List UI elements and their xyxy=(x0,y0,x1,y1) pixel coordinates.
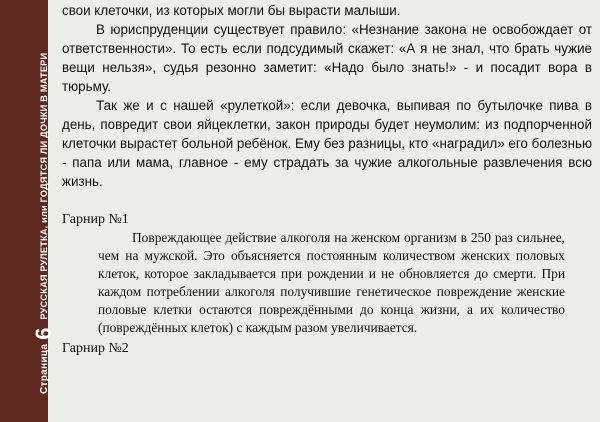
garnish-1-label: Гарнир №1 xyxy=(62,212,129,227)
page-label: Страница xyxy=(38,343,50,394)
main-text xyxy=(62,1,592,191)
book-title: РУССКАЯ РУЛЕТКА, или ГОДЯТСЯ ЛИ ДОЧКИ В МАТЕРИ xyxy=(39,52,49,320)
text-line-continuation: свои клеточки, из которых могли бы вырасти малыши. xyxy=(62,3,401,18)
paragraph-law: В юриспруденции существует правило: «Незнание закона не освобождает от ответственности». То есть если подсудимый скажет: «А я не знал, что брать чужие вещи нельзя», судья резонно заметит: «Надо было знать!» - и посадит вора в тюрьму. xyxy=(62,22,592,94)
paragraph-roulette: Так же и с нашей «рулеткой»: если девочка, выпивая по бутылочке пива в день, повредит свои яйцеклетки, закон природы будет неумолим: из подпорченной клеточки вырастет больной ребёнок. Ему без разницы, кто «наградил» его болезнью - папа или мама, главное - ему страдать за чужие алкогольные развлечения всю жизнь. xyxy=(62,98,592,189)
garnish-2-label: Гарнир №2 xyxy=(62,341,129,356)
page-number: 6 xyxy=(31,327,56,340)
sidebar-vertical-text xyxy=(24,0,64,394)
garnish-1-text: Повреждающее действие алкоголя на женском организм в 250 раз сильнее, чем на мужской. Это объясняется постоянным количеством женских половых клеток, которое закладывается при рождении и не обновляется до смерти. При каждом потреблении алкоголя получившие генетическое повреждение женские половые клетки остаются повреждёнными до конца жизни, а их количество (повреждённых клеток) с каждым разом увеличивается. xyxy=(98,230,565,335)
page-content xyxy=(62,0,592,358)
sidebar xyxy=(0,0,56,422)
